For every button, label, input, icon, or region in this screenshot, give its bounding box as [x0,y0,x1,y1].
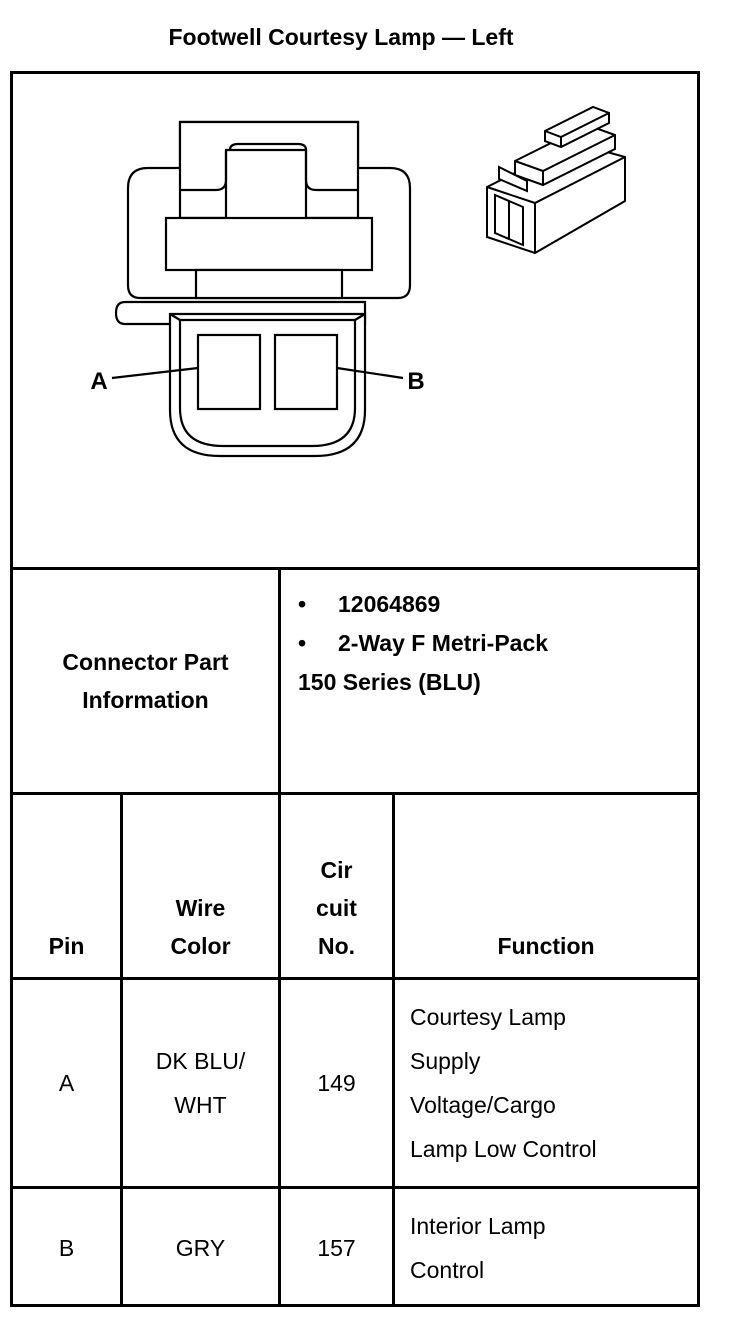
header-function: Function [497,933,595,959]
connector-series: 150 Series (BLU) [298,669,481,695]
list-item [298,624,548,663]
list-item [298,585,548,624]
row-b-circuit: 157 [317,1235,356,1261]
bullet-icon: • [298,591,307,617]
header-pin: Pin [48,933,85,959]
divider [278,567,281,795]
pin-b-callout: B [407,368,425,395]
row-b-pin: B [58,1235,75,1261]
pin-a-callout: A [90,368,108,395]
connector-isometric-icon [475,105,645,260]
connector-info-label: Connector Part Information [62,649,229,713]
row-b-wire-color: GRY [175,1235,226,1261]
header-circuit-no: Cir cuit No. [316,857,357,959]
row-a-pin: A [58,1070,75,1096]
row-a-function: Courtesy Lamp Supply Voltage/Cargo Lamp Low Control [410,1004,597,1162]
bullet-icon: • [298,630,307,656]
header-wire-color: Wire Color [170,895,231,959]
connector-type: 2-Way F Metri-Pack [338,630,549,656]
connector-info-list [298,585,548,702]
page-title: Footwell Courtesy Lamp — Left [168,24,514,50]
row-b-function: Interior Lamp Control [410,1213,546,1283]
row-a-wire-color: DK BLU/ WHT [155,1048,246,1118]
connector-face-icon [80,110,440,480]
row-a-circuit: 149 [317,1070,356,1096]
part-number: 12064869 [338,591,441,617]
